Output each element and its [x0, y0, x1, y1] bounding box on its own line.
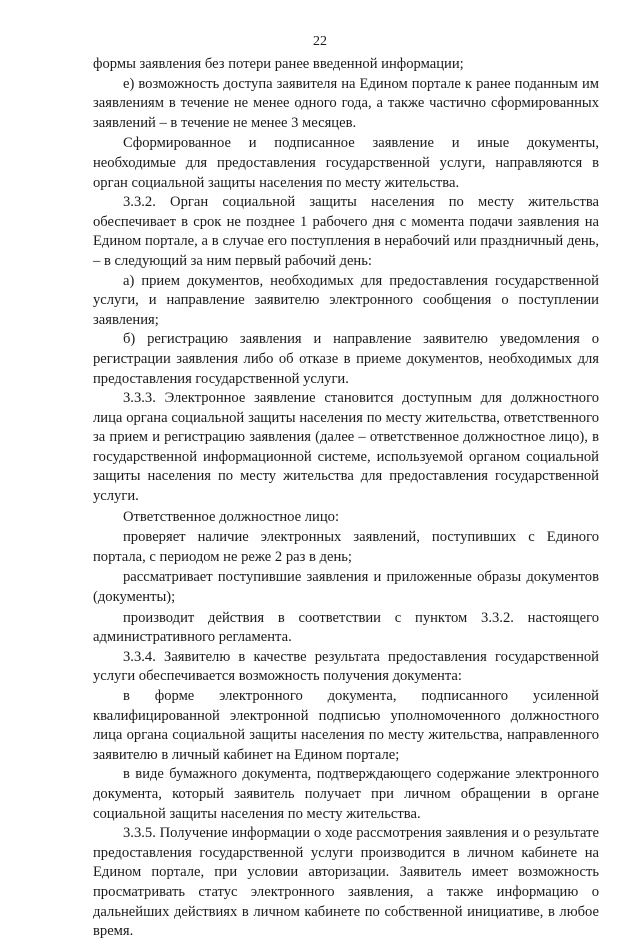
paragraph-reviews: рассматривает поступившие заявления и приложенные образы документов (документы); — [93, 569, 599, 606]
page-number: 22 — [313, 34, 327, 49]
paragraph-performs: производит действия в соответствии с пунктом 3.3.2. настоящего административного регламента. — [93, 609, 599, 646]
paragraph-submission: Сформированное и подписанное заявление и иные документы, необходимые для предоставления государственной услуги, направляются в орган социальной защиты населения по месту жительства. — [93, 135, 599, 191]
paragraph-3-3-4: 3.3.4. Заявителю в качестве результата предоставления государственной услуги обеспечивается возможность получения документа: — [93, 648, 599, 685]
paragraph-checks: проверяет наличие электронных заявлений, поступивших с Единого портала, с периодом не реже 2 раз в день; — [93, 529, 599, 565]
paragraph-electronic-form: в форме электронного документа, подписанного усиленной квалифицированной электронной подписью уполномоченного должностного лица органа социальной защиты населения по месту жительства, направленного заявителю в личный кабинет на Едином портале; — [93, 688, 599, 763]
paragraph-item-e: е) возможность доступа заявителя на Едином портале к ранее поданным им заявлениям в течение не менее одного года, а также частично сформированных заявлений – в течение не менее 3 месяцев. — [93, 75, 599, 131]
paragraph-continuation: формы заявления без потери ранее введенной информации; — [93, 56, 464, 72]
paragraph-3-3-2: 3.3.2. Орган социальной защиты населения по месту жительства обеспечивает в срок не позднее 1 рабочего дня с момента подачи заявления на Едином портале, а в случае его поступления в нерабочий или праздничный день, – в следующий за ним первый рабочий день: — [93, 194, 599, 269]
document-body — [93, 55, 599, 942]
paragraph-item-a: а) прием документов, необходимых для предоставления государственной услуги, и направление заявителю электронного сообщения о поступлении заявления; — [93, 272, 599, 328]
paragraph-3-3-5: 3.3.5. Получение информации о ходе рассмотрения заявления и о результате предоставления государственной услуги производится в личном кабинете на Едином портале, при условии авторизации. Заявитель имеет возможность просматривать статус электронного заявления, а также информацию о дальнейших действиях в личном кабинете по собственной инициативе, в любое время. — [93, 825, 599, 940]
paragraph-paper-form: в виде бумажного документа, подтверждающего содержание электронного документа, который заявитель получает при личном обращении в органе социальной защиты населения по месту жительства. — [93, 766, 599, 822]
paragraph-3-3-3: 3.3.3. Электронное заявление становится доступным для должностного лица органа социальной защиты населения по месту жительства, ответственного за прием и регистрацию заявления (далее – ответственное должностное лицо), в государственной информационной системе, используемой органом социальной защиты населения по месту жительства для предоставления государственной услуги. — [93, 390, 599, 505]
paragraph-item-b: б) регистрацию заявления и направление заявителю уведомления о регистрации заявления либо об отказе в приеме документов, необходимых для предоставления государственной услуги. — [93, 331, 599, 387]
paragraph-official-heading: Ответственное должностное лицо: — [123, 508, 339, 525]
